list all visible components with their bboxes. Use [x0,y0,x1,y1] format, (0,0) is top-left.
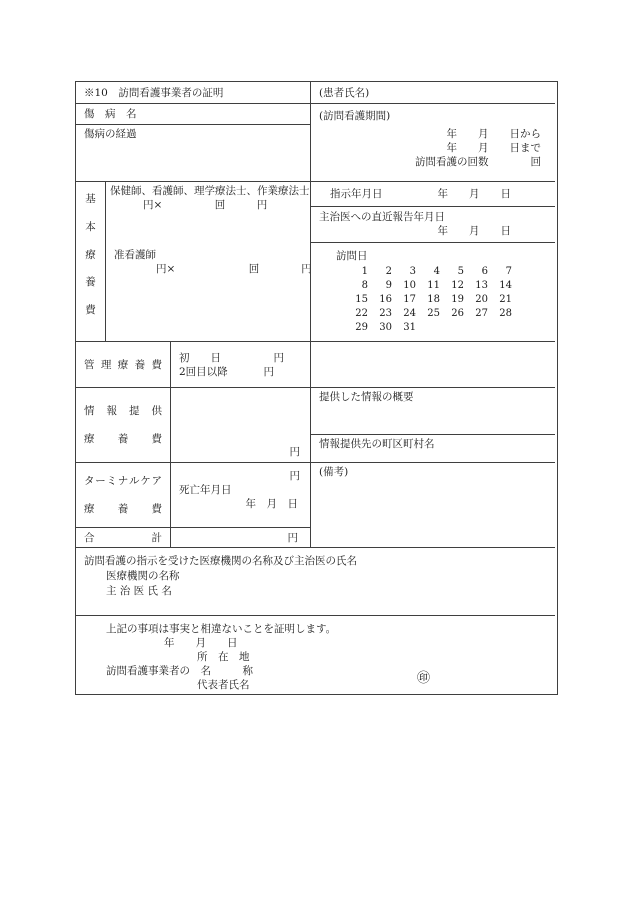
terminal-care-label-line1: タ ー ミ ナ ル ケ ア [84,475,162,487]
certification-statement: 上記の事項は事実と相違ないことを証明します。 [106,623,337,635]
visit-day-number: 3 [409,266,416,277]
terminal-care-label-cell [76,462,170,527]
total-label: 合 計 [84,531,162,544]
info-fee-unit: 円 [289,446,300,458]
visit-day-number: 19 [451,294,464,305]
death-date-value: 年 月 日 [245,498,298,510]
medical-institution-cell [76,547,555,615]
visit-day-number: 6 [481,266,488,277]
visit-day-number: 15 [355,294,368,305]
info-fee-content-cell [170,387,310,462]
report-date-cell [310,206,555,242]
instruction-date-value: 年 月 日 [437,188,511,200]
medical-institution-name-label: 医療機関の名称 [106,570,180,582]
total-content-cell [170,527,310,547]
basic-fee-assistant-title: 准看護師 [114,249,156,261]
patient-name-cell [310,82,555,103]
basic-fee-content-cell [105,181,310,341]
nursing-period-cell [310,103,555,181]
visit-day-number: 21 [499,294,512,305]
management-second-unit: 円 [263,366,274,378]
visit-day-number: 25 [427,308,440,319]
visit-day-number: 23 [379,308,392,319]
info-summary-cell [310,387,555,434]
disease-name-cell [76,103,310,124]
basic-fee-label-cell [76,181,105,341]
basic-fee-staff-units: 円× 回 円 [143,199,268,211]
visit-day-number: 14 [499,280,512,291]
total-label-cell [76,527,170,547]
visit-day-number: 13 [475,280,488,291]
instruction-date-cell [310,181,555,206]
info-summary-label: 提供した情報の概要 [319,391,414,403]
visit-day-number: 11 [427,280,440,291]
period-to-line: 年 月 日まで [446,142,541,154]
info-municipality-label: 情報提供先の町区町村名 [319,438,435,450]
certification-address-label: 所 在 地 [197,651,250,663]
terminal-care-label-line2: 療 養 費 [84,503,162,515]
terminal-care-content-cell [170,462,310,527]
report-date-value: 年 月 日 [437,225,511,237]
visit-day-number: 8 [361,280,368,291]
visit-day-number: 22 [355,308,368,319]
medical-institution-title: 訪問看護の指示を受けた医療機関の名称及び主治医の氏名 [84,555,357,567]
management-first-day-unit: 円 [273,352,284,364]
visit-days-cell [310,242,555,341]
terminal-care-unit: 円 [289,470,300,482]
visit-day-number: 29 [355,322,368,333]
certification-date-line: 年 月 日 [164,637,238,649]
management-first-day-label: 初 日 [179,352,221,364]
visit-day-number: 10 [403,280,416,291]
visit-day-number: 17 [403,294,416,305]
visit-day-number: 7 [505,266,512,277]
visit-day-number: 18 [427,294,440,305]
certification-representative-label: 代表者氏名 [197,679,250,691]
visiting-nurse-certificate-form [75,81,558,695]
management-fee-right-cell [310,341,555,387]
info-fee-label-line1: 情 報 提 供 [84,405,162,417]
visit-day-number: 16 [379,294,392,305]
management-fee-content-cell [170,341,310,387]
info-fee-label-line2: 療 養 費 [84,433,162,445]
basic-fee-assistant-units: 円× 回 円 [156,263,312,275]
management-second-label: 2回目以降 [179,366,228,378]
form-title-cell [76,82,310,103]
certification-provider-line: 訪問看護事業者の 名 称 [106,665,253,677]
visit-day-number: 26 [451,308,464,319]
visit-count-line: 訪問看護の回数 回 [415,156,541,168]
remarks-label: (備考) [319,466,349,478]
visit-day-number: 1 [361,266,368,277]
visit-day-number: 24 [403,308,416,319]
report-date-label: 主治医への直近報告年月日 [319,211,445,223]
visit-day-number: 31 [403,322,416,333]
death-date-label: 死亡年月日 [179,484,232,496]
period-from-line: 年 月 日から [446,128,541,140]
visit-days-grid [311,265,555,335]
visit-day-number: 30 [379,322,392,333]
visit-day-number: 12 [451,280,464,291]
visit-day-number: 20 [475,294,488,305]
info-municipality-cell [310,434,555,462]
visit-day-number: 9 [385,280,392,291]
certification-cell [76,615,555,692]
basic-fee-staff-title: 保健師、看護師、理学療法士、作業療法士 [110,185,310,197]
basic-fee-label: 基 本 療 養 費 [85,193,96,316]
disease-course-label: 傷病の経過 [84,128,137,140]
visit-day-number: 4 [433,266,440,277]
visit-days-label: 訪問日 [336,250,368,262]
doctor-name-label: 主 治 医 氏 名 [106,585,172,597]
info-fee-label-cell [76,387,170,462]
seal-mark-icon: ㊞ [417,671,431,686]
total-unit: 円 [287,531,298,544]
nursing-period-label: (訪問看護期間) [319,110,391,122]
visit-day-number: 27 [475,308,488,319]
visit-day-number: 5 [457,266,464,277]
patient-name-label: (患者氏名) [319,86,370,99]
disease-name-label: 傷 病 名 [84,108,137,120]
visit-day-number: 28 [499,308,512,319]
management-fee-label-cell [76,341,170,387]
form-title: ※10 訪問看護事業者の証明 [84,86,224,99]
remarks-cell [310,462,555,547]
visit-day-number: 2 [385,266,392,277]
management-fee-label: 管 理 療 養 費 [84,358,162,371]
disease-course-cell [76,124,310,181]
instruction-date-label: 指示年月日 [330,188,383,200]
